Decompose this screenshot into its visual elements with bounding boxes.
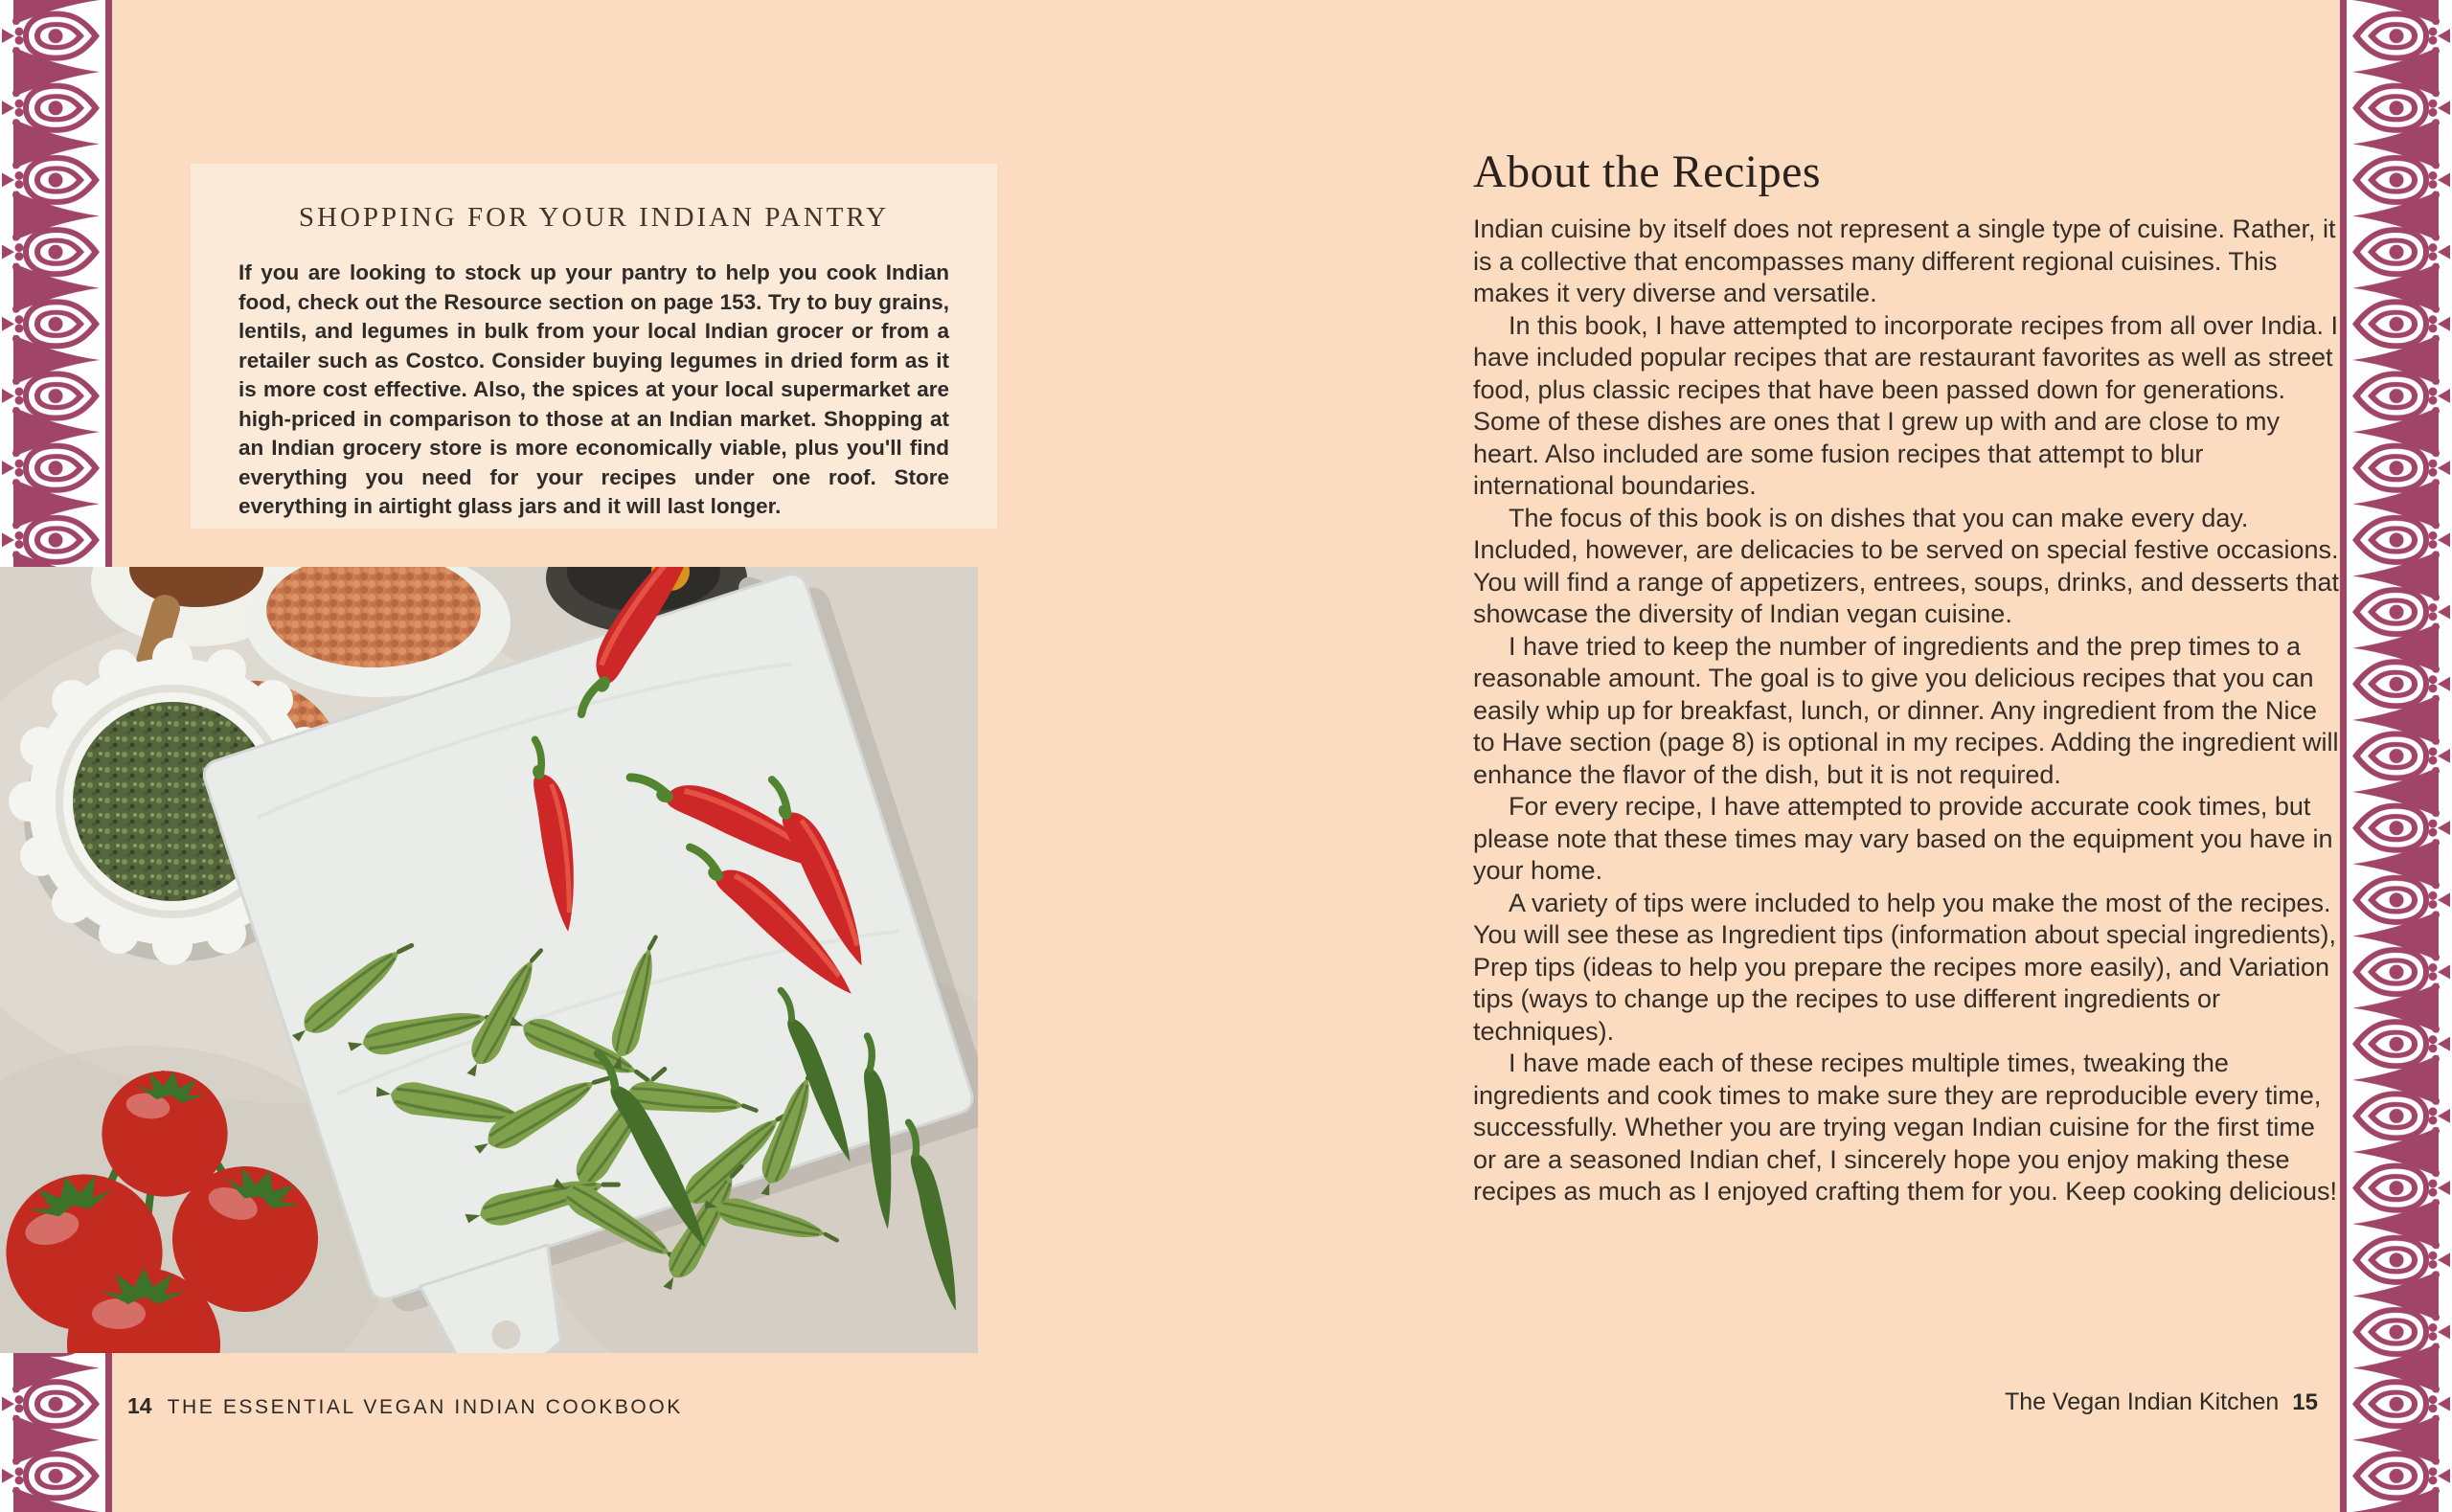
right-page-footer xyxy=(2005,1388,2318,1416)
right-ornament-border xyxy=(2340,0,2452,1512)
chapter-title: The Vegan Indian Kitchen xyxy=(2004,1388,2280,1415)
about-paragraph: In this book, I have attempted to incorporate recipes from all over India. I have included popular recipes that are restaurant favorites as well as street food, plus classic recipes that have been passed down for generations. Some of these dishes are ones that I grew up with and are close to my heart. Also included are some fusion recipes that attempt to blur international boundaries. xyxy=(1473,310,2338,500)
pantry-box-body: If you are looking to stock up your pantry to help you cook Indian food, check out the Resource section on page 153. Try to buy grains, lentils, and legumes in bulk from your local Indian grocer or from a retailer such as Costco. Consider buying legumes in dried form as it is more cost effective. Also, the spices at your local supermarket are high-priced in comparison to those at an Indian market. Shopping at an Indian grocery store is more economically viable, plus you'll find everything you need for your recipes under one roof. Store everything in airtight glass jars and it will last longer. xyxy=(238,260,949,518)
about-paragraph: The focus of this book is on dishes that you can make every day. Included, however, are delicacies to be served on special festive occasions. You will find a range of appetizers, entrees, soups, drinks, and desserts that showcase the diversity of Indian vegan cuisine. xyxy=(1473,503,2340,628)
about-paragraph: I have tried to keep the number of ingredients and the prep times to a reasonable amount. The goal is to give you delicious recipes that you can easily whip up for breakfast, lunch, or dinner. Any ingredient from the Nice to Have section (page 8) is optional in my recipes. Adding the ingredient will enhance the flavor of the dish, but it is not required. xyxy=(1473,631,2339,789)
about-the-recipes-section xyxy=(1473,146,2343,1208)
book-title: THE ESSENTIAL VEGAN INDIAN COOKBOOK xyxy=(167,1396,683,1418)
left-page-number: 14 xyxy=(127,1393,152,1418)
about-paragraph: Indian cuisine by itself does not represent a single type of cuisine. Rather, it is a collective that encompasses many different regional cuisines. This makes it very diverse and versatile. xyxy=(1473,214,2336,307)
about-paragraph: I have made each of these recipes multiple times, tweaking the ingredients and cook times to make sure they are reproducible every time, successfully. Whether you are trying vegan Indian cuisine for the first time or are a seasoned Indian chef, I sincerely hope you enjoy making these recipes as much as I enjoyed crafting them for you. Keep cooking delicious! xyxy=(1473,1049,2337,1206)
about-paragraph: For every recipe, I have attempted to provide accurate cook times, but please note that these times may vary based on the equipment you have in your home. xyxy=(1473,792,2333,885)
pantry-photo xyxy=(0,567,978,1353)
pantry-callout-box xyxy=(191,164,997,529)
page-title: About the Recipes xyxy=(1473,147,1822,197)
about-paragraph: A variety of tips were included to help you make the most of the recipes. You will see these as Ingredient tips (information about special ingredients), Prep tips (ideas to help you prepare the recipes more easily), and Variation tips (ways to change up the recipes to use different ingredients or techniques). xyxy=(1473,888,2337,1046)
pantry-box-title: SHOPPING FOR YOUR INDIAN PANTRY xyxy=(298,202,890,233)
left-page-footer xyxy=(127,1393,683,1419)
right-page-number: 15 xyxy=(2292,1389,2318,1415)
